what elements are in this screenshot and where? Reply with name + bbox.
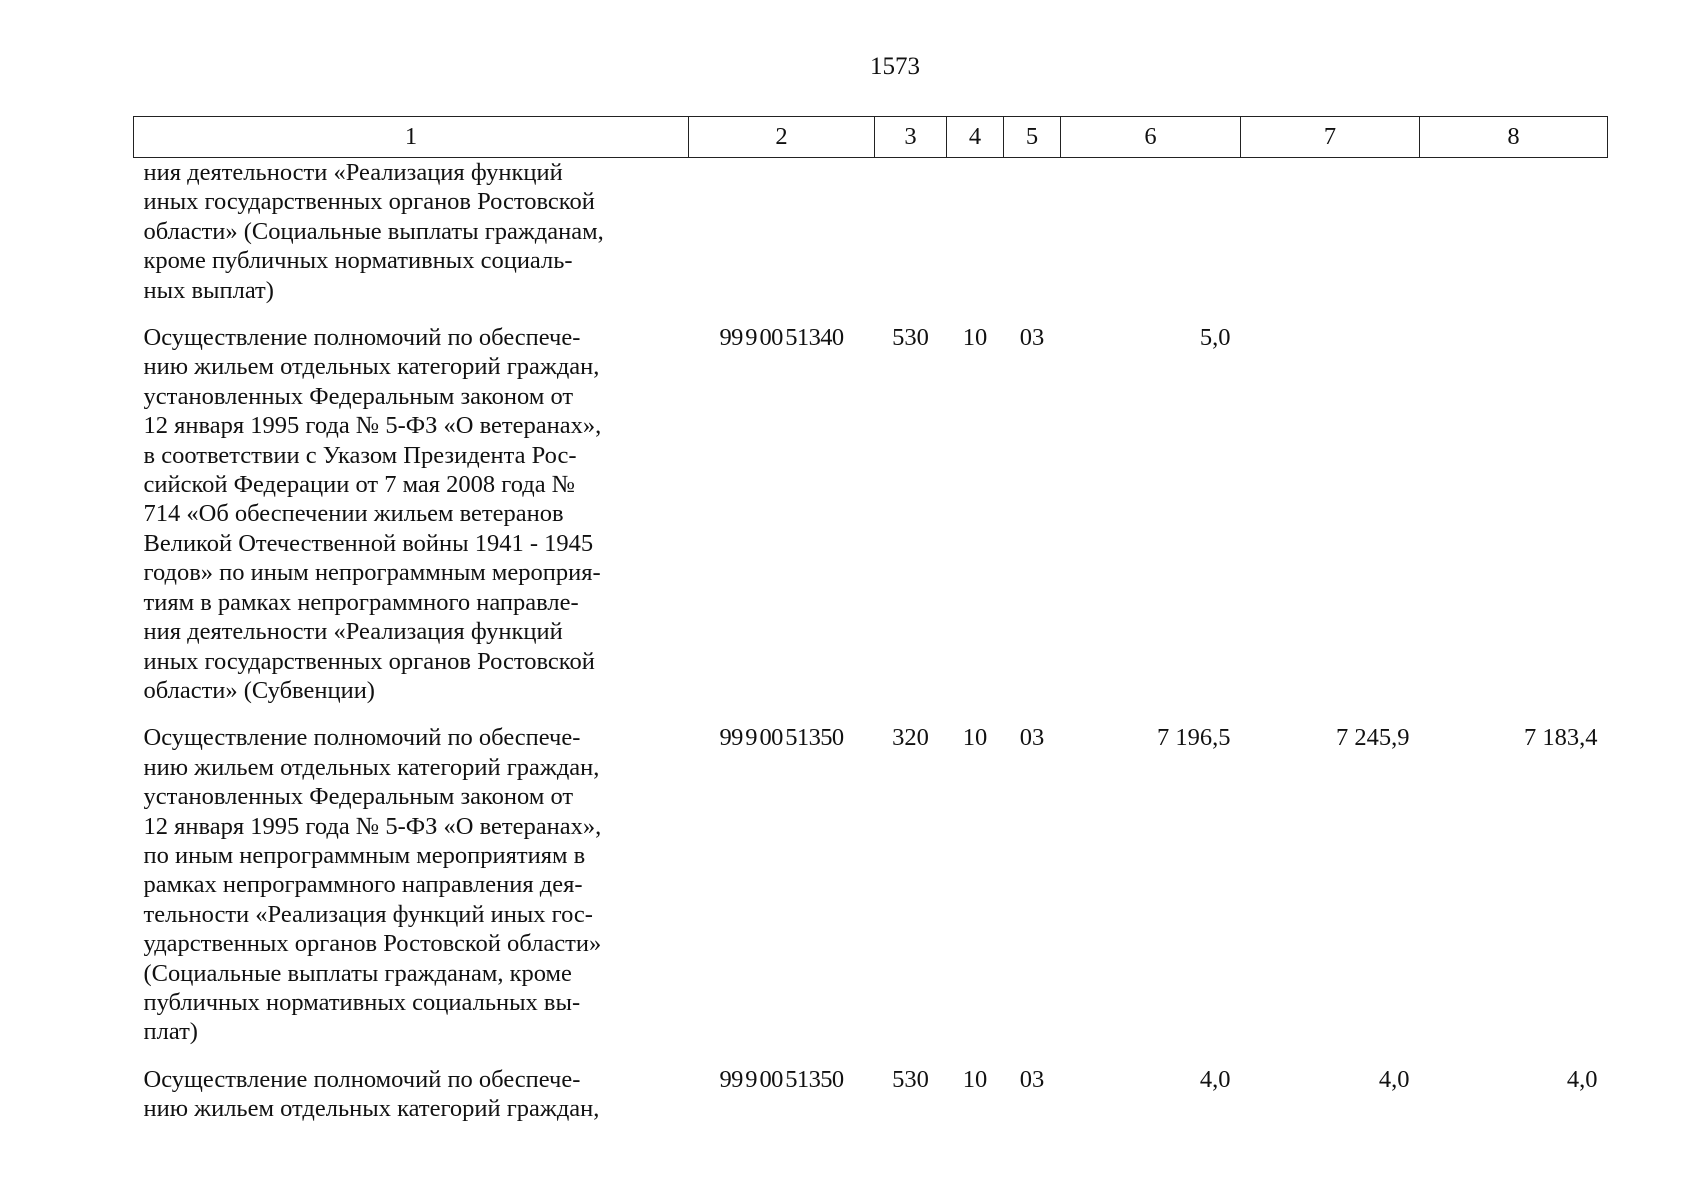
row-rz <box>947 158 1004 306</box>
column-header: 2 <box>689 117 875 158</box>
row-amount-year2: 4,0 <box>1378 1065 1410 1093</box>
row-amount-year1: 4,0 <box>1199 1065 1231 1093</box>
row-pr: 03 <box>1019 324 1045 352</box>
row-amount-year3 <box>1420 158 1608 306</box>
row-pr <box>1004 158 1061 306</box>
column-header: 6 <box>1061 117 1241 158</box>
row-rz: 10 <box>962 1065 988 1093</box>
row-description: Осуществление полномочий по обеспече- нию жильем отдельных категорий граждан, <box>143 1065 600 1123</box>
budget-table <box>133 116 1608 1124</box>
column-header: 4 <box>947 117 1004 158</box>
row-description: Осуществление полномочий по обеспече- нию жильем отдельных категорий граждан, установленных Федеральным законом от 12 января 1995 года № 5-ФЗ «О ветеранах», по иным непрограммным мероприятиям в рамках непрограммного направления дея- тельности «Реализация функций иных гос- ударственных органов Ростовской области» (Социальные выплаты гражданам, кроме публичных нормативных социальных вы- плат) <box>143 724 602 1046</box>
row-amount-year2 <box>1241 305 1420 705</box>
row-amount-year1 <box>1061 158 1241 306</box>
row-pr: 03 <box>1019 724 1045 752</box>
row-code: 99 9 00 51340 <box>719 324 844 352</box>
table-row <box>134 705 1608 1046</box>
row-amount-year2 <box>1241 158 1420 306</box>
row-pr: 03 <box>1019 1065 1045 1093</box>
table-row <box>134 305 1608 705</box>
column-header: 8 <box>1420 117 1608 158</box>
row-vr <box>875 158 947 306</box>
column-header: 1 <box>134 117 689 158</box>
page-number: 1573 <box>870 53 920 80</box>
row-vr: 530 <box>892 1065 929 1093</box>
row-description: ния деятельности «Реализация функций иных государственных органов Ростовской области» (Социальные выплаты гражданам, кроме публичных нормативных социаль- ных выплат) <box>143 159 604 304</box>
row-vr: 530 <box>892 324 929 352</box>
row-rz: 10 <box>962 324 988 352</box>
row-amount-year3: 7 183,4 <box>1524 724 1598 752</box>
row-amount-year1: 5,0 <box>1199 324 1231 352</box>
table-row <box>134 1047 1608 1124</box>
row-code: 99 9 00 51350 <box>719 724 844 752</box>
column-header: 7 <box>1241 117 1420 158</box>
row-amount-year1: 7 196,5 <box>1157 724 1231 752</box>
row-amount-year3 <box>1420 305 1608 705</box>
row-description: Осуществление полномочий по обеспече- нию жильем отдельных категорий граждан, установленных Федеральным законом от 12 января 1995 года № 5-ФЗ «О ветеранах», в соответствии с Указом Президента Рос- сийской Федерации от 7 мая 2008 года № 714 «Об обеспечении жильем ветеранов Великой Отечественной войны 1941 - 1945 годов» по иным непрограммным мероприя- тиям в рамках непрограммного направле- ния деятельности «Реализация функций иных государственных органов Ростовской области» (Субвенции) <box>143 324 602 704</box>
row-vr: 320 <box>892 724 929 752</box>
row-code <box>689 158 875 306</box>
column-header: 5 <box>1004 117 1061 158</box>
row-rz: 10 <box>962 724 988 752</box>
column-header: 3 <box>875 117 947 158</box>
table-row <box>134 158 1608 306</box>
row-amount-year3: 4,0 <box>1566 1065 1598 1093</box>
table-header-row <box>134 117 1608 158</box>
row-amount-year2: 7 245,9 <box>1336 724 1410 752</box>
row-code: 99 9 00 51350 <box>719 1065 844 1093</box>
